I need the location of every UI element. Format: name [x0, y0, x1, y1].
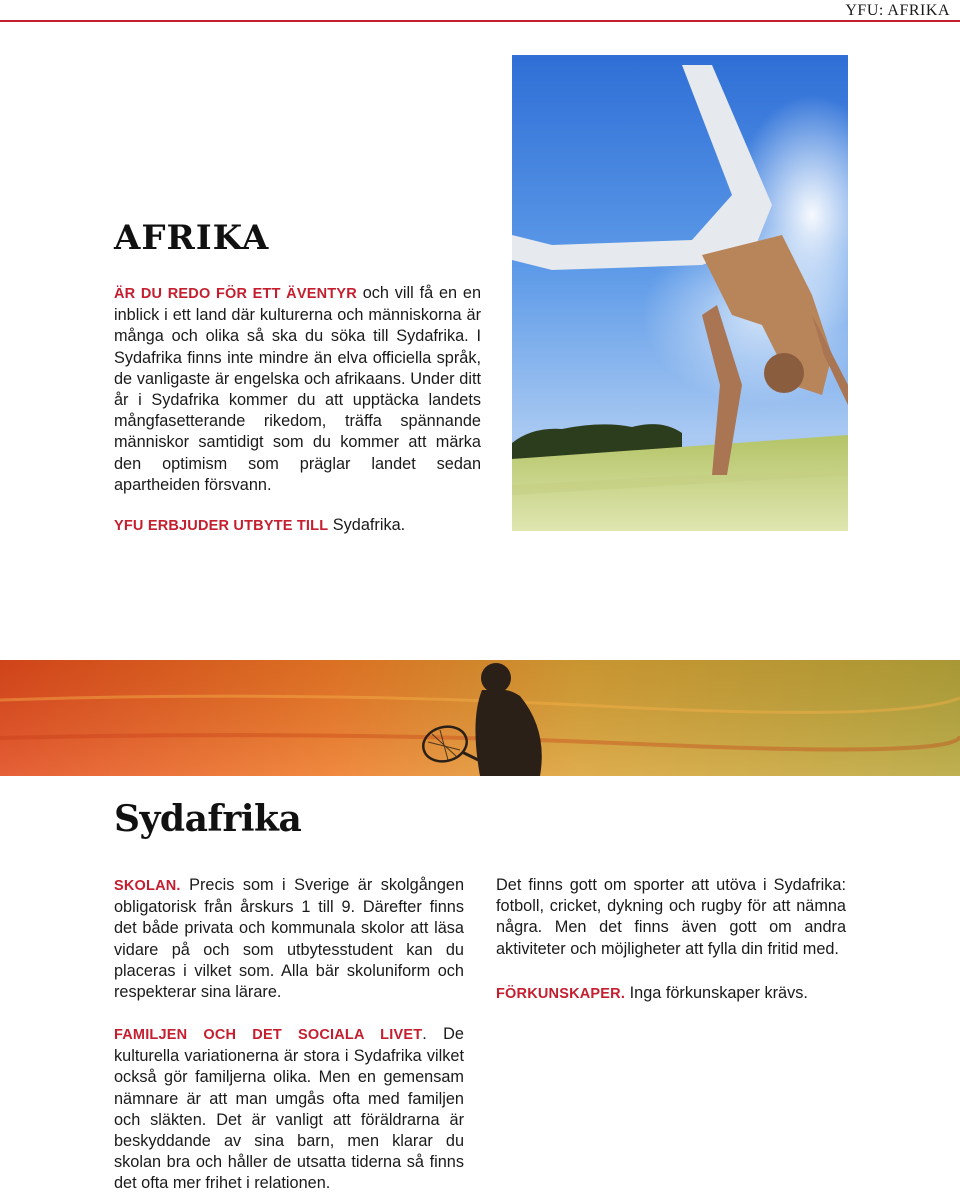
sports-body: Det finns gott om sporter att utöva i Sydafrika: fotboll, cricket, dykning och rugby för att nämna några. Men det finns även gott om andra aktiviteter och möjligheter att fylla din fritid med. — [496, 876, 846, 958]
offer-lead: YFU ERBJUDER UTBYTE TILL — [114, 518, 329, 534]
requirements-body: Inga förkunskaper krävs. — [625, 984, 808, 1002]
family-lead: FAMILJEN OCH DET SOCIALA LIVET — [114, 1027, 423, 1043]
offer-paragraph — [114, 515, 481, 537]
section-heading-sydafrika: Sydafrika — [114, 798, 302, 840]
section-heading-afrika: AFRIKA — [114, 218, 270, 258]
family-paragraph — [114, 1024, 464, 1195]
offer-body: Sydafrika. — [328, 516, 406, 534]
family-body: . De kulturella variationerna är stora i Sydafrika vilket också gör familjerna olika. Men en gemensam nämnare är att man umgås ofta med familjen och släkten. Det är vanligt att föräldrarna är beskyddande av sina barn, men klarar du skolan bra och håller de utsatta tiderna så finns det ofta mer frihet i relationen. — [114, 1025, 464, 1193]
school-body: Precis som i Sverige är skolgången obligatorisk från årskurs 1 till 9. Därefter finns det både privata och kommunala skolor att läsa vidare på och som utbytesstudent kan du placeras i vilket som. Alla bär skoluniform och respekterar sina lärare. — [114, 876, 464, 1002]
running-header: YFU: AFRIKA — [845, 2, 950, 19]
school-paragraph — [114, 875, 464, 1003]
requirements-paragraph — [496, 983, 846, 1005]
intro-paragraph — [114, 283, 481, 496]
sports-paragraph — [496, 875, 846, 960]
header-rule — [0, 20, 960, 22]
intro-body: och vill få en en inblick i ett land där kulturerna och människorna är många och olika så ska du söka till Sydafrika. I Sydafrika finns inte mindre än elva officiella språk, de vanligaste är engelska och afrikaans. Under ditt år i Sydafrika kommer du att upptäcka landets mångfasetterande rikedom, träffa spännande människor samtidigt som du kommer att märka den optimism som präglar landet sedan apartheiden försvann. — [114, 284, 481, 494]
sunset-banner-photo — [0, 660, 960, 776]
school-lead: SKOLAN. — [114, 878, 181, 894]
requirements-lead: FÖRKUNSKAPER. — [496, 986, 626, 1002]
intro-lead: ÄR DU REDO FÖR ETT ÄVENTYR — [114, 286, 357, 302]
handstand-photo — [512, 55, 848, 531]
